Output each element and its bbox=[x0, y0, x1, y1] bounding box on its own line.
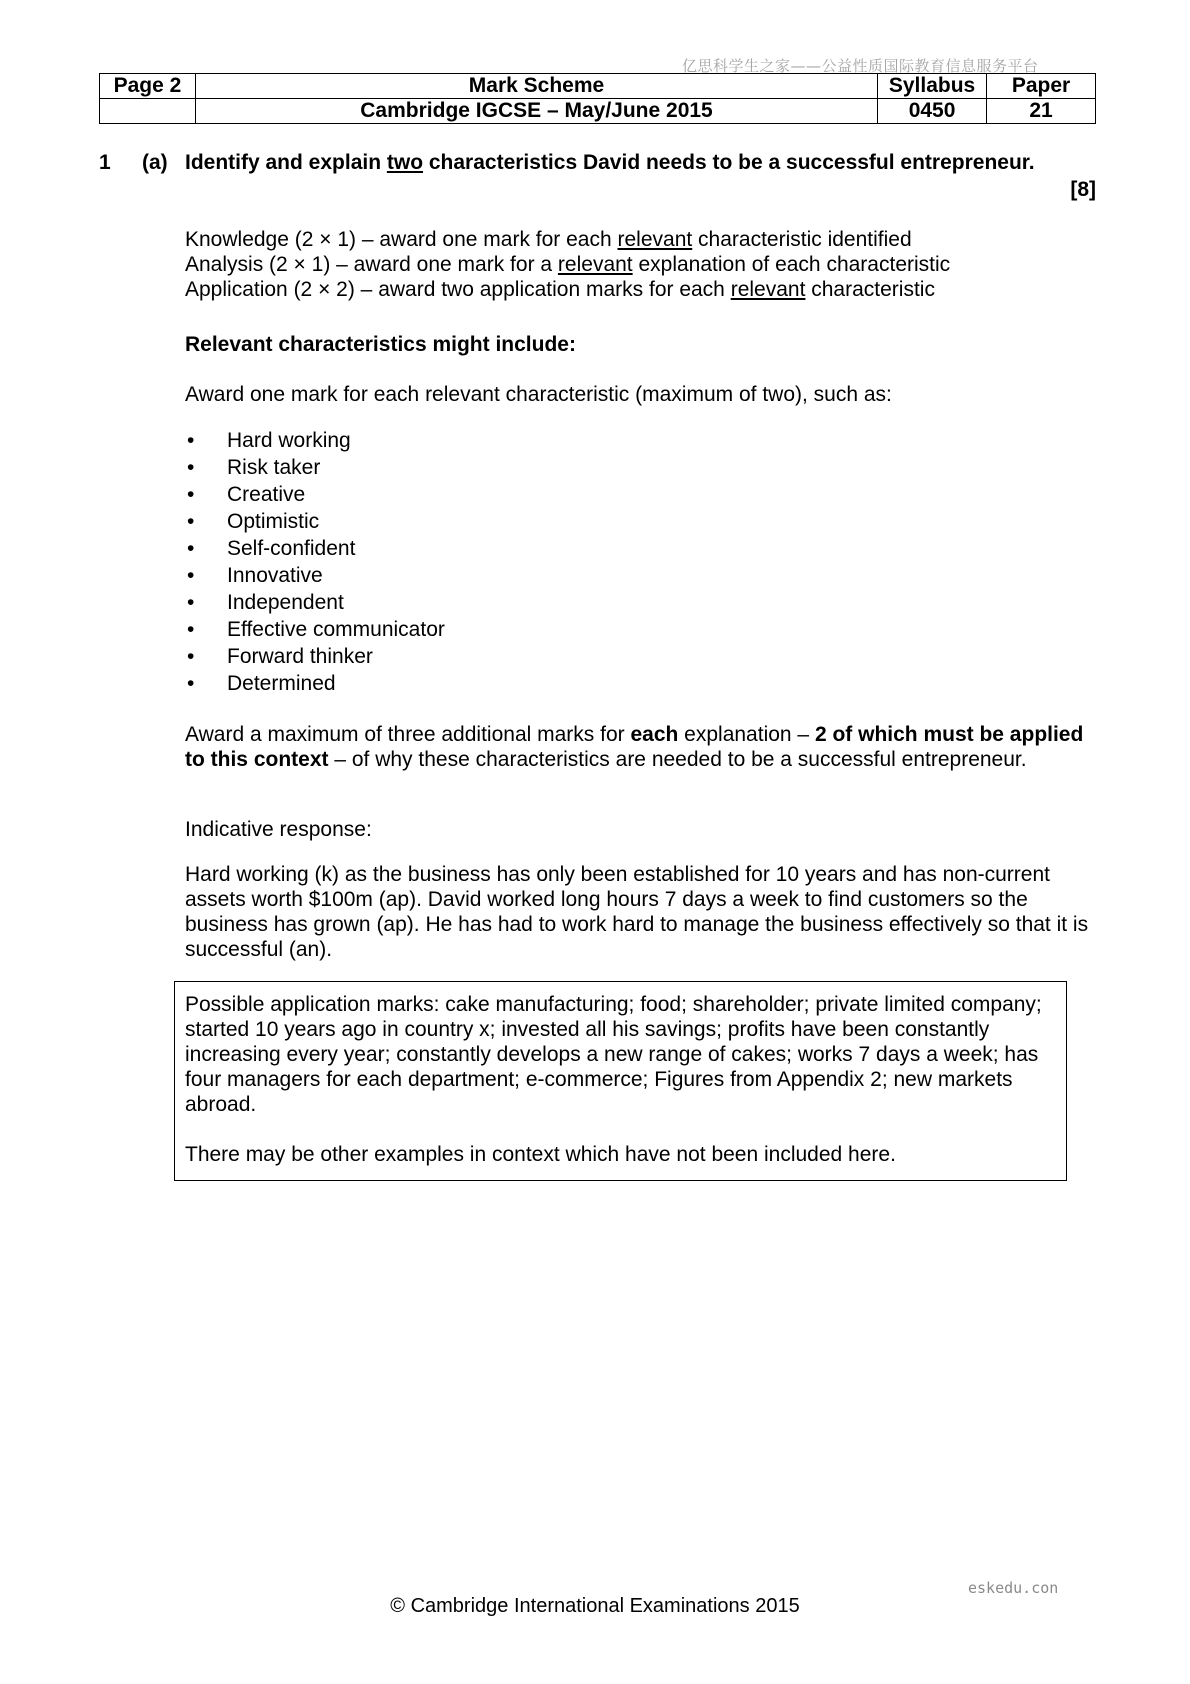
award-intro: Award one mark for each relevant characteristic (maximum of two), such as: bbox=[185, 383, 892, 406]
copyright-footer: © Cambridge International Examinations 2015 bbox=[390, 1595, 800, 1617]
marking-criteria bbox=[185, 227, 1096, 302]
empty-cell bbox=[100, 99, 196, 124]
syllabus-code-cell: 0450 bbox=[878, 99, 987, 124]
watermark-text-top: 亿思科学生之家——公益性质国际教育信息服务平台 bbox=[682, 57, 1039, 75]
header-table bbox=[99, 73, 1096, 124]
indicative-response: Hard working (k) as the business has only been established for 10 years and has non-current assets worth $100m (ap). David worked long hours 7 days a week to find customers so the business has grown (ap). He has had to work hard to manage the business effectively so that it is successful (an). bbox=[185, 863, 1089, 961]
explanation-paragraph: Award a maximum of three additional marks for each explanation – 2 of which must be applied to this context – of why these characteristics are needed to be a successful entrepreneur. bbox=[185, 723, 1084, 771]
paper-number-cell: 21 bbox=[987, 99, 1096, 124]
watermark-text-footer: eskedu.con bbox=[968, 1579, 1059, 1597]
relevant-heading: Relevant characteristics might include: bbox=[185, 333, 576, 356]
list-item: • Determined bbox=[187, 672, 336, 695]
syllabus-label-cell: Syllabus bbox=[878, 74, 987, 99]
list-item: • Creative bbox=[187, 483, 306, 506]
question-number: 1 bbox=[99, 151, 111, 174]
list-item: • Optimistic bbox=[187, 510, 320, 533]
page-number-cell: Page 2 bbox=[100, 74, 196, 99]
question-underlined-word: two bbox=[386, 151, 424, 174]
criteria-line: Knowledge (2 × 1) – award one mark for each relevant characteristic identified bbox=[185, 228, 912, 251]
list-item: • Self-confident bbox=[187, 537, 356, 560]
list-item: • Hard working bbox=[187, 429, 351, 452]
list-item: • Risk taker bbox=[187, 456, 321, 479]
application-marks-box bbox=[174, 981, 1067, 1181]
paper-label-cell: Paper bbox=[987, 74, 1096, 99]
other-examples-note: There may be other examples in context which have not been included here. bbox=[185, 1143, 896, 1166]
list-item: • Effective communicator bbox=[187, 618, 445, 641]
characteristics-list bbox=[185, 427, 1096, 697]
criteria-line: Application (2 × 2) – award two application marks for each relevant characteristic bbox=[185, 278, 935, 301]
indicative-label: Indicative response: bbox=[185, 818, 372, 841]
criteria-line: Analysis (2 × 1) – award one mark for a relevant explanation of each characteristic bbox=[185, 253, 951, 276]
list-item: • Innovative bbox=[187, 564, 323, 587]
characteristics-list-wrapper bbox=[185, 427, 1096, 697]
question-text: Identify and explain two characteristics David needs to be a successful entrepreneur. bbox=[185, 151, 1035, 174]
question-marks: [8] bbox=[1070, 178, 1096, 201]
mark-scheme-cell: Mark Scheme bbox=[195, 74, 877, 99]
question-part: (a) bbox=[142, 151, 168, 174]
list-item: • Forward thinker bbox=[187, 645, 373, 668]
list-item: • Independent bbox=[187, 591, 344, 614]
application-marks-text: Possible application marks: cake manufacturing; food; shareholder; private limited company; started 10 years ago in country x; invested all his savings; profits have been constantly increasing every year; constantly develops a new range of cakes; works 7 days a week; has four managers for each department; e-commerce; Figures from Appendix 2; new markets abroad. bbox=[185, 993, 1042, 1116]
exam-title-cell: Cambridge IGCSE – May/June 2015 bbox=[195, 99, 877, 124]
